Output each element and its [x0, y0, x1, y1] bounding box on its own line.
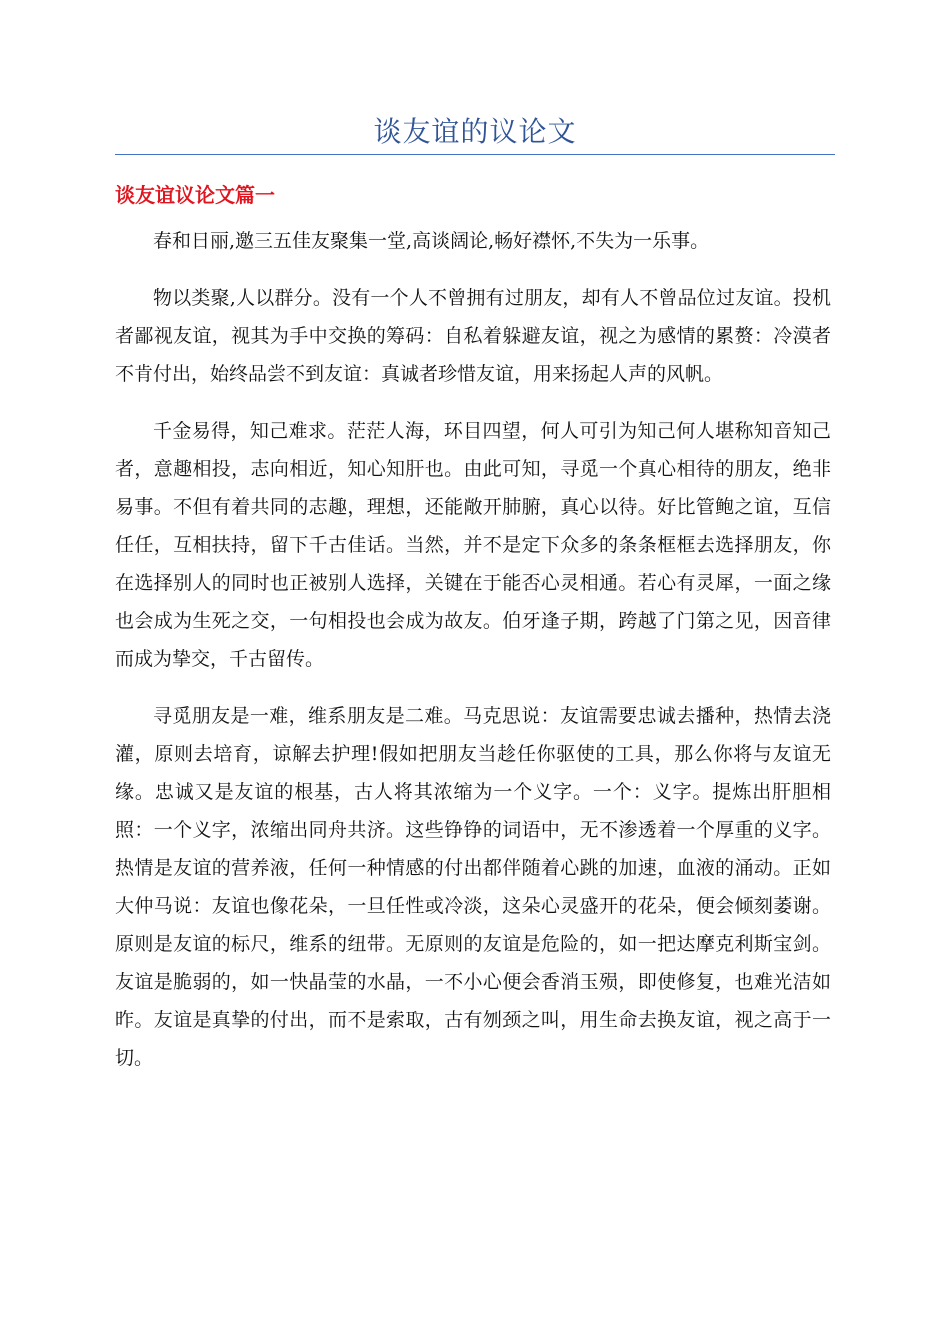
document-body	[115, 222, 831, 1096]
title-divider	[115, 154, 835, 155]
paragraph: 春和日丽,邀三五佳友聚集一堂,高谈阔论,畅好襟怀,不失为一乐事。	[153, 230, 710, 252]
section-heading: 谈友谊议论文篇一	[115, 183, 275, 207]
document-title: 谈友谊的议论文	[373, 115, 577, 148]
paragraph: 寻觅朋友是一难，维系朋友是二难。马克思说：友谊需要忠诚去播种，热情去浇灌，原则去培育，谅解去护理!假如把朋友当趁任你驱使的工具，那么你将与友谊无缘。忠诚又是友谊的根基，古人将其浓缩为一个义字。一个：义字。提炼出肝胆相照：一个义字，浓缩出同舟共济。这些铮铮的词语中，无不渗透着一个厚重的义字。热情是友谊的营养液，任何一种情感的付出都伴随着心跳的加速，血液的涌动。正如大仲马说：友谊也像花朵，一旦任性或冷淡，这朵心灵盛开的花朵，便会倾刻萎谢。原则是友谊的标尺，维系的纽带。无原则的友谊是危险的，如一把达摩克利斯宝剑。友谊是脆弱的，如一快晶莹的水晶，一不小心便会香消玉殒，即使修复，也难光洁如昨。友谊是真挚的付出，而不是索取，古有刎颈之叫，用生命去换友谊，视之高于一切。	[115, 705, 831, 1069]
paragraph: 千金易得，知己难求。茫茫人海，环目四望，何人可引为知己何人堪称知音知己者，意趣相投，志向相近，知心知肝也。由此可知，寻觅一个真心相待的朋友，绝非易事。不但有着共同的志趣，理想，还能敞开肺腑，真心以待。好比管鲍之谊，互信任任，互相扶持，留下千古佳话。当然，并不是定下众多的条条框框去选择朋友，你在选择别人的同时也正被别人选择，关键在于能否心灵相通。若心有灵犀，一面之缘也会成为生死之交，一句相投也会成为故友。伯牙逢子期，跨越了门第之见，因音律而成为挚交，千古留传。	[115, 420, 831, 670]
paragraph: 物以类聚,人以群分。没有一个人不曾拥有过朋友，却有人不曾品位过友谊。投机者鄙视友谊，视其为手中交换的筹码：自私着躲避友谊，视之为感情的累赘：冷漠者不肯付出，始终品尝不到友谊：真诚者珍惜友谊，用来扬起人声的风帆。	[115, 287, 831, 385]
